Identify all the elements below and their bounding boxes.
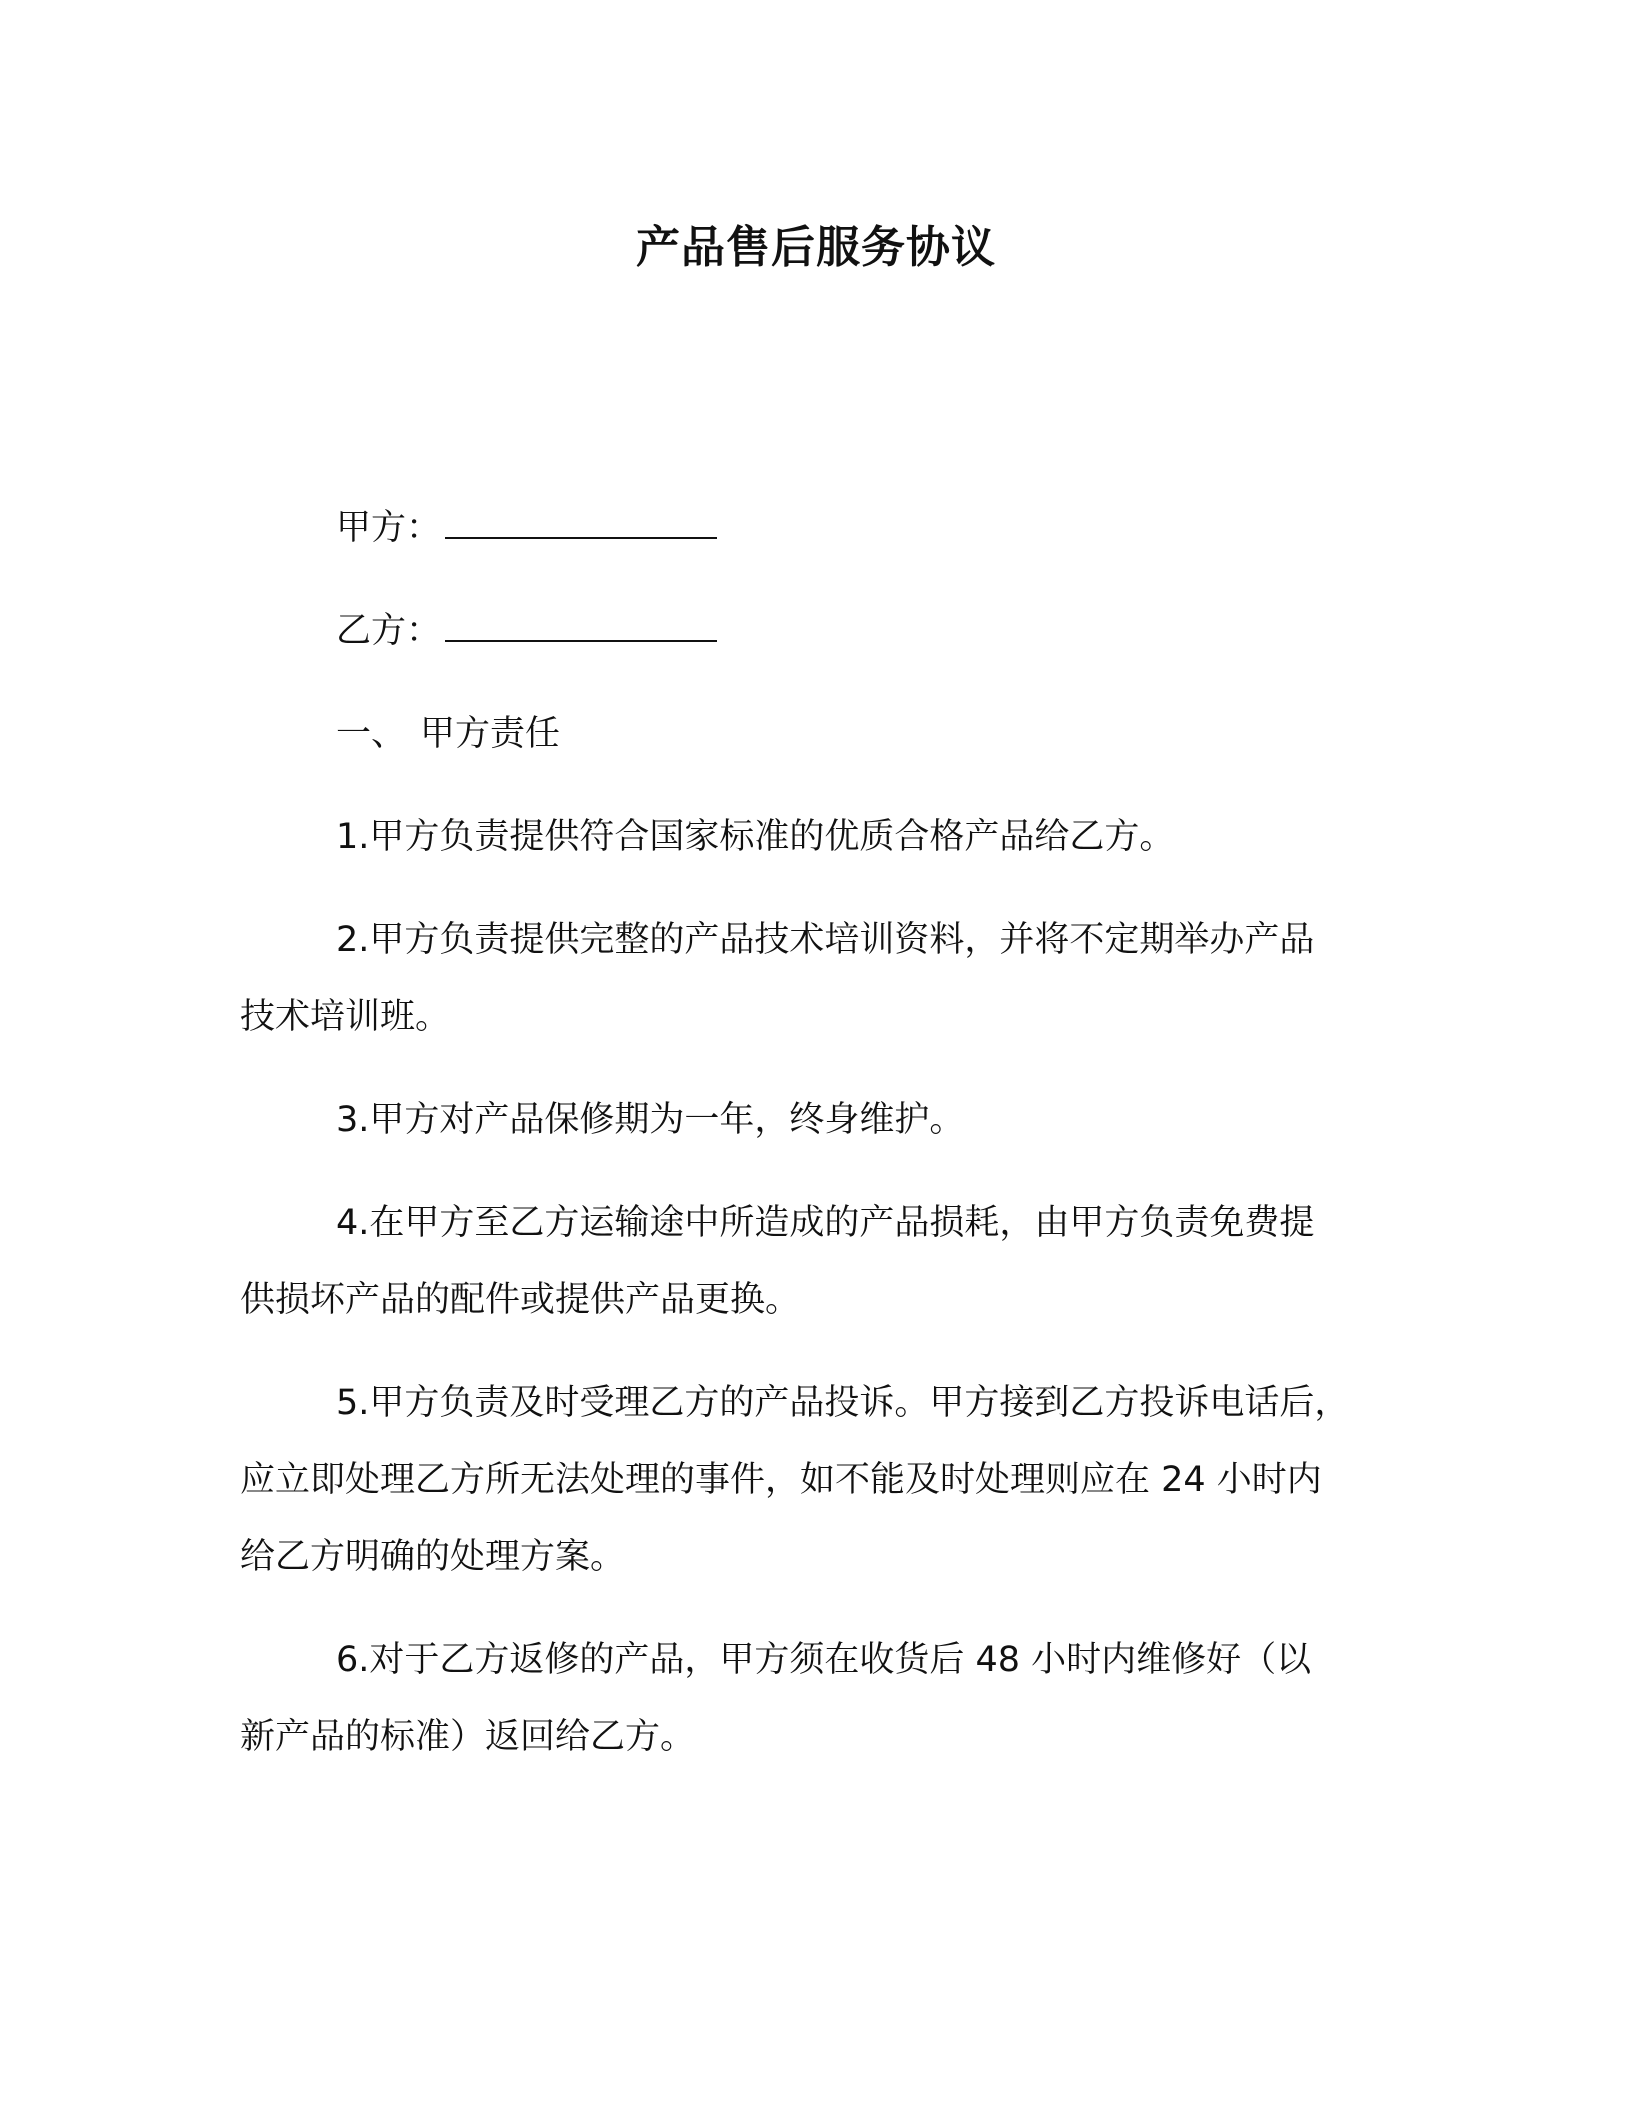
section-heading [240, 696, 1390, 773]
document-body [240, 490, 1390, 1802]
clause-2 [240, 902, 1390, 1056]
section-number: 一、 [336, 714, 407, 754]
clause-5-line-1: 5.甲方负责及时受理乙方的产品投诉。甲方接到乙方投诉电话后， [336, 1383, 1350, 1423]
party-a-line [240, 490, 1390, 567]
clause-4-line-1: 4.在甲方至乙方运输途中所造成的产品损耗，由甲方负责免费提 [336, 1203, 1315, 1243]
clause-2-line-2: 技术培训班。 [240, 997, 451, 1037]
clause-3-line-1: 3.甲方对产品保修期为一年，终身维护。 [336, 1100, 965, 1140]
clause-1 [240, 799, 1390, 876]
clause-4-line-2: 供损坏产品的配件或提供产品更换。 [240, 1280, 801, 1320]
party-a-label: 甲方： [336, 508, 442, 548]
party-a-blank[interactable] [445, 507, 717, 539]
clause-5-line-2: 应立即处理乙方所无法处理的事件，如不能及时处理则应在 24 小时内 [240, 1460, 1322, 1500]
clause-4 [240, 1185, 1390, 1339]
party-b-label: 乙方： [336, 611, 442, 651]
clause-6-line-1: 6.对于乙方返修的产品，甲方须在收货后 48 小时内维修好（以 [336, 1640, 1312, 1680]
clause-3 [240, 1082, 1390, 1159]
clause-5 [240, 1365, 1390, 1596]
party-b-line [240, 593, 1390, 670]
section-title: 甲方责任 [420, 714, 561, 754]
clause-6 [240, 1622, 1390, 1776]
document-title: 产品售后服务协议 [636, 222, 996, 273]
clause-5-line-3: 给乙方明确的处理方案。 [240, 1537, 626, 1577]
clause-6-line-2: 新产品的标准）返回给乙方。 [240, 1717, 696, 1757]
party-b-blank[interactable] [445, 610, 717, 642]
clause-1-line-1: 1.甲方负责提供符合国家标准的优质合格产品给乙方。 [336, 817, 1175, 857]
clause-2-line-1: 2.甲方负责提供完整的产品技术培训资料，并将不定期举办产品 [336, 920, 1315, 960]
